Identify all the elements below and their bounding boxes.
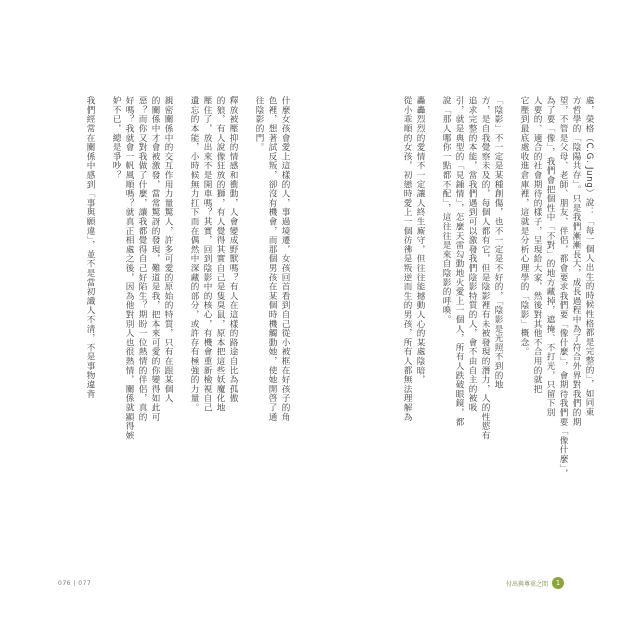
text-column: 親密關係中的交互作用力量驚人，許多可愛的原始的特質，只有在跟某個人: [163, 96, 173, 403]
page-numbers: 076 | 077: [58, 580, 92, 587]
text-column: 的關係中才會被激發，當常驚訝的發現，難道是我，把本來可愛的你變得如此可: [150, 96, 160, 422]
text-column: 引，就是典型的「見鍾情」，怎麼天雷勾動地火愛上一個人，所有人跌破眼鏡，都: [454, 96, 464, 427]
text-column: 的狼，有人說像狂放的獅，有人覺得其實自己是隻臭鼠，原本把這些妖魔化地: [215, 96, 225, 413]
text-column: 壓住了，放出來不是開車嗎？其實，回到陰影中的核心，有機會重新檢視自己: [202, 96, 212, 413]
text-column: 「陰影」不一定是某種創傷，也不一定是不好的，「陰影是光照不到的地: [493, 96, 503, 390]
text-column: 釋放被壓抑的情感和衝動，人會變成野獸嗎？有人在這樣的路途自比為孤傲: [228, 96, 238, 403]
text-column: 惡？而你又對我做了什麼，讓我都覺得自己好陷生？期盼一位熱情的伴侶，真的: [137, 96, 147, 422]
text-column: 好嗎？我就會一帆風順嗎？就真正相處之後，因為他對別人也很熱情，關係就顯得嫉: [124, 96, 134, 441]
text-column: 它壓到最底處收進倉庫裡，這就是分析心理學的「陰影」概念。: [519, 96, 529, 357]
text-column: 從小乖順的女孩，初戀時愛上一個彷彿是叛逆而生的男孩，所有人都無法理解為: [402, 96, 412, 422]
text-column: 妒不已，總是爭吵？: [111, 96, 121, 180]
text-column: 為了要「像」，我們會把個性中「不對」的地方藏掉，遮掩、不打光，只留下別: [545, 96, 555, 418]
text-column: 往陰影的門。: [254, 96, 264, 152]
text-column: 我們經常在關係中感到「事與願違」，並不是當初識人不清，不是事物違背: [85, 96, 95, 399]
section-title: 付出與尊重之間: [505, 580, 548, 588]
text-column: 望，不管是父母、老師、朋友、伴侶，都會要求我們要「像什麼」，會期待我們要「像什麼」，: [558, 96, 568, 478]
text-column: 色裡，想著試反叛，卻沒有機會，而那個男孩在某個時機觸動她，使她開啓了通: [267, 96, 277, 422]
text-column: 遺忘的本能，小時候無力扛下而在偶然中深藏的部分，或許存有極強的力量。: [189, 96, 199, 413]
text-column: 方哲學的「陰陽共存」。只是我們漸漸長大，成長過程中為了符合外界對我們的期: [571, 96, 581, 427]
running-footer: [506, 577, 564, 589]
text-column: 方，是自我覺察未及的，每個人都有它，但是陰影裡有未被發現的潛力，人的性慾有: [480, 96, 490, 441]
page-badge: 1: [552, 577, 564, 589]
text-column: 處，榮格（C.G. Jung）說：「每一個人出生的時候性格都是完整的」，如同東: [584, 96, 594, 417]
book-spread: [18, 96, 602, 588]
text-column: 追求完整的本能，當我們遇到可以激發我們陰影特質的人，會不由自主的被吸: [467, 96, 477, 413]
text-column: 什麼女孩會愛上這樣的人，事過境遷，女孩回首看到自己從小被框在好孩子的角: [280, 96, 290, 422]
text-column: 轟轟烈烈的愛情不一定讓人終生廝守，但往往能撼動人心的某處陰暗，: [415, 96, 425, 385]
text-column: 說「那人哪你一點都不配」，這往往是來自陰影的呼喚。: [441, 96, 451, 325]
text-column: 人要的、適合的社會期待的樣子，呈現給大家，然後對其他不合用的就把: [532, 96, 542, 394]
